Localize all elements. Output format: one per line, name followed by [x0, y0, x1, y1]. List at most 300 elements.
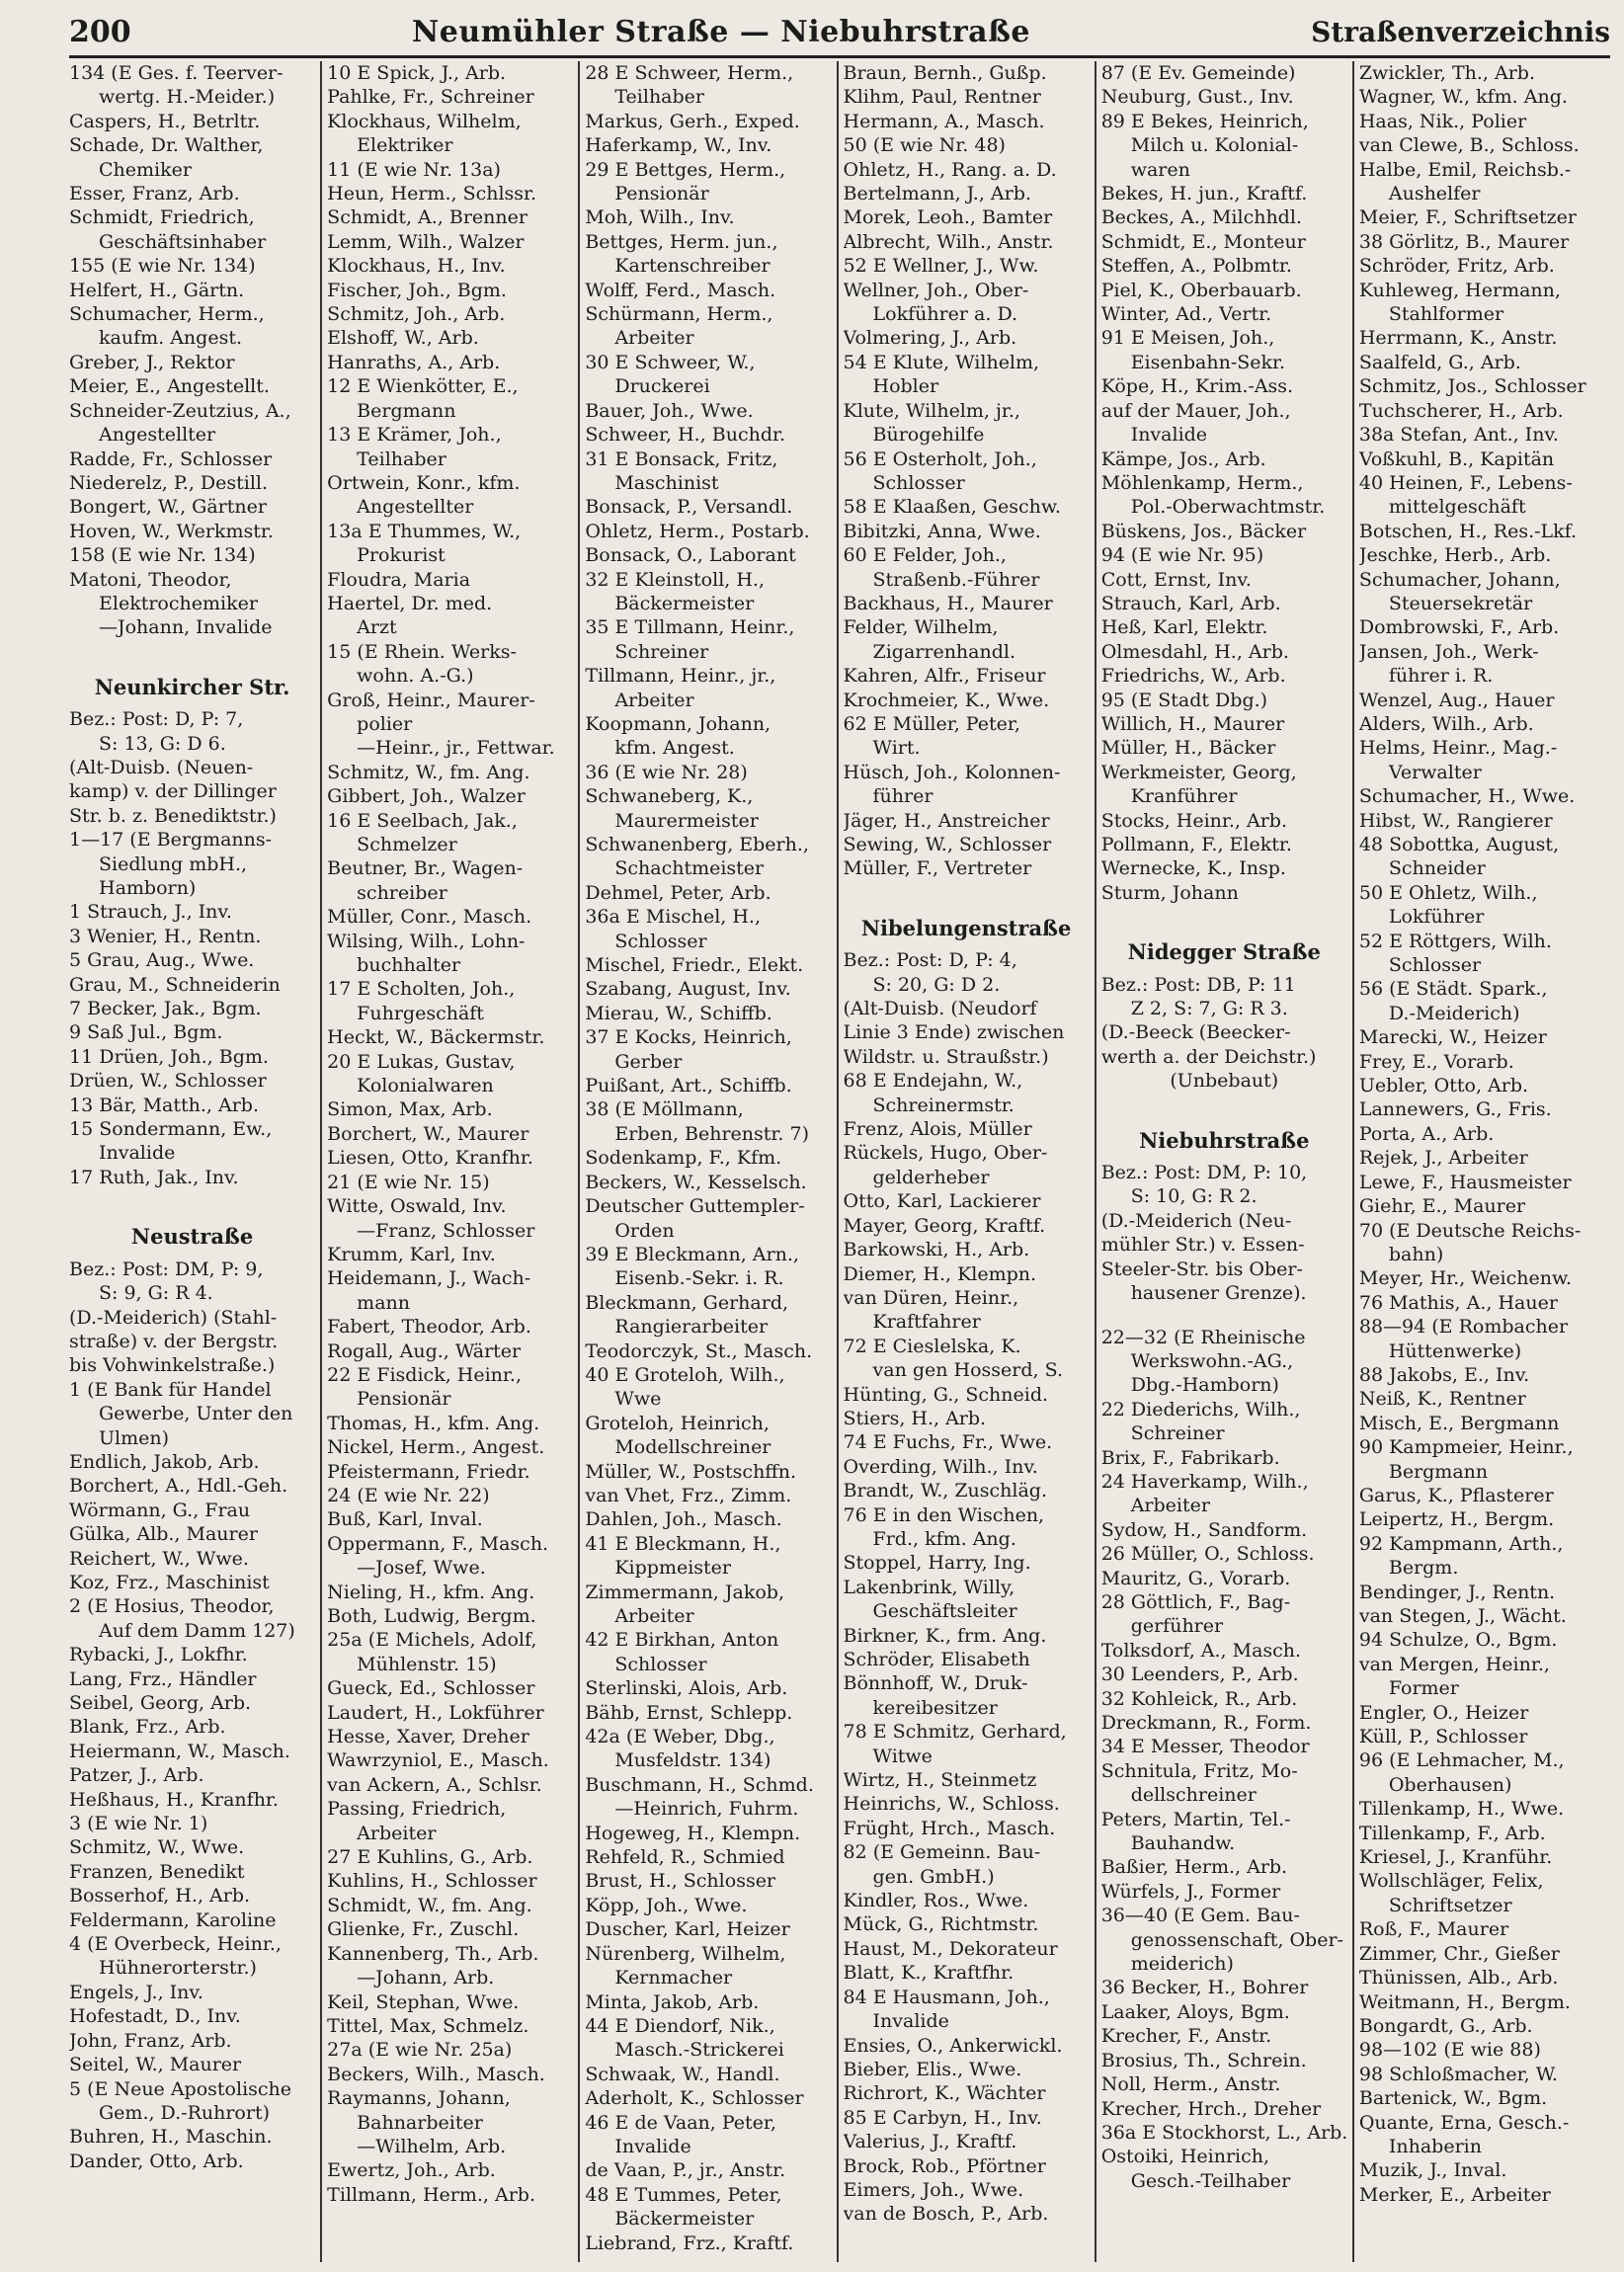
entry-line: Hogeweg, H., Klempn. [585, 1822, 801, 1844]
entry-line: 68 E Endejahn, W., [843, 1070, 1023, 1093]
entry-line: Richrort, K., Wächter [843, 2082, 1046, 2105]
entry-line: Olmesdahl, H., Arb. [1100, 640, 1289, 663]
entry-line: Haust, M., Dekorateur [843, 1937, 1058, 1960]
entry-line: Wörmann, G., Frau [69, 1499, 251, 1521]
entry-line: Bettges, Herm. jun., [585, 230, 778, 253]
entry-line: Simon, Max, Arb. [327, 1098, 493, 1121]
entry-line: Hüsch, Joh., Kolonnen- [843, 761, 1061, 783]
entry-line: Arbeiter [614, 689, 694, 711]
entry-line: Stoppel, Harry, Ing. [843, 1552, 1031, 1575]
street-heading: Niebuhrstraße [1139, 1128, 1310, 1153]
entry-line: 15 (E Rhein. Werks- [327, 640, 517, 663]
entry-line: Witte, Oswald, Inv. [327, 1195, 507, 1218]
entry-line: 37 E Kocks, Heinrich, [585, 1026, 792, 1049]
entry-line: 72 E Cieslelska, K. [843, 1335, 1021, 1357]
entry-line: Prokurist [357, 544, 446, 567]
entry-line: Bonsack, P., Versandl. [585, 496, 793, 519]
entry-line: Bauhandw. [1130, 1832, 1236, 1855]
entry-line: Brandt, W., Zuschläg. [843, 1480, 1048, 1502]
entry-line: 5 (E Neue Apostolische [69, 2077, 292, 2100]
entry-line: Mayer, Georg, Kraftf. [843, 1214, 1046, 1237]
entry-line: Arbeiter [357, 1822, 437, 1844]
entry-line: 13 Bär, Matth., Arb. [69, 1094, 259, 1116]
entry-line: Schlosser [1388, 954, 1482, 977]
entry-line: Ohletz, Herm., Postarb. [585, 520, 810, 542]
entry-line: Kartenschreiber [614, 255, 771, 278]
entry-line: Kranführer [1130, 785, 1238, 808]
entry-line: Brosius, Th., Schrein. [1100, 2049, 1307, 2071]
entry-line: Heinrichs, W., Schloss. [843, 1793, 1060, 1816]
entry-line: Steuersekretär [1388, 592, 1533, 614]
entry-line: Kindler, Ros., Wwe. [843, 1890, 1029, 1912]
entry-line: kamp) v. der Dillinger [69, 780, 277, 803]
entry-line: Sewing, W., Schlosser [843, 834, 1052, 855]
entry-line: Schmitz, W., Wwe. [69, 1836, 245, 1859]
entry-line: Musfeldstr. 134) [614, 1749, 771, 1772]
entry-line: Heidemann, J., Wach- [327, 1267, 531, 1290]
entry-line: Erben, Behrenstr. 7) [614, 1122, 809, 1145]
entry-line: 92 Kampmann, Arth., [1358, 1532, 1564, 1555]
entry-line: 27 E Kuhlins, G., Arb. [327, 1846, 533, 1869]
entry-line: (Unbebaut) [1170, 1070, 1279, 1093]
entry-line: 58 E Klaaßen, Geschw. [843, 496, 1061, 519]
entry-line: Zimmer, Chr., Gießer [1358, 1942, 1560, 1965]
entry-line: Wirtz, H., Steinmetz [843, 1769, 1037, 1792]
entry-line: Groteloh, Heinrich, [585, 1412, 770, 1434]
entry-line: Friedrichs, W., Arb. [1100, 665, 1286, 688]
entry-line: Pensionär [357, 1388, 451, 1411]
entry-line: 13 E Krämer, Joh., [327, 424, 502, 446]
entry-line: Schwaneberg, K., [585, 785, 754, 808]
entry-line: (Alt-Duisb. (Neudorf [843, 998, 1037, 1020]
entry-line: 52 E Röttgers, Wilh. [1358, 930, 1552, 952]
entry-line: —Franz, Schlosser [357, 1219, 535, 1242]
entry-line: Werkmeister, Georg, [1100, 761, 1297, 783]
entry-line: 88—94 (E Rombacher [1358, 1316, 1569, 1339]
entry-line: Schwaak, W., Handl. [585, 2063, 780, 2085]
entry-line: Lokführer a. D. [872, 303, 1018, 326]
entry-line: 96 (E Lehmacher, M., [1358, 1749, 1565, 1772]
entry-line: 40 Heinen, F., Lebens- [1358, 471, 1573, 494]
entry-line: Garus, K., Pflasterer [1358, 1484, 1554, 1506]
entry-line: Lakenbrink, Willy, [843, 1576, 1015, 1598]
entry-line: Volmering, J., Arb. [843, 327, 1017, 350]
column-6 [1352, 61, 1610, 2262]
entry-line: Angestellter [99, 424, 216, 446]
entry-line: Auf dem Damm 127) [99, 1619, 295, 1642]
entry-line: Nickel, Herm., Angest. [327, 1436, 545, 1459]
entry-line: Kolonialwaren [357, 1075, 494, 1097]
entry-line: Teilhaber [357, 447, 447, 470]
entry-line: Arbeiter [614, 1605, 694, 1627]
entry-line: 32 E Kleinstoll, H., [585, 568, 766, 591]
entry-line: de Vaan, P., jr., Anstr. [585, 2159, 786, 2182]
entry-line: Weitmann, H., Bergm. [1358, 1990, 1571, 2013]
entry-line: Wildstr. u. Straußstr.) [843, 1045, 1049, 1068]
entry-line: Tillmann, Heinr., jr., [585, 665, 776, 688]
entry-line: Merker, E., Arbeiter [1358, 2183, 1551, 2206]
entry-line: —Wilhelm, Arb. [357, 2135, 507, 2157]
entry-line: Uebler, Otto, Arb. [1358, 1075, 1529, 1097]
entry-line: Birkner, K., frm. Ang. [843, 1624, 1047, 1647]
entry-line: meiderich) [1130, 1953, 1234, 1976]
entry-line: Krumm, Karl, Inv. [327, 1243, 496, 1265]
entry-line: Tillenkamp, F., Arb. [1358, 1822, 1546, 1844]
entry-line: (D.-Beeck (Beecker- [1100, 1021, 1291, 1044]
entry-line: —Josef, Wwe. [357, 1557, 486, 1580]
entry-line: Otto, Karl, Lackierer [843, 1190, 1041, 1213]
entry-line: 82 (E Gemeinn. Bau- [843, 1841, 1041, 1864]
entry-line: 22—32 (E Rheinische [1100, 1326, 1306, 1348]
entry-line: Klute, Wilhelm, jr., [843, 399, 1020, 422]
entry-line: Zwickler, Th., Arb. [1358, 62, 1535, 84]
entry-line: Voßkuhl, B., Kapitän [1358, 447, 1555, 470]
entry-line: Maschinist [614, 471, 719, 494]
entry-line: Beckes, A., Milchhdl. [1100, 206, 1302, 229]
entry-line: Heiermann, W., Masch. [69, 1740, 290, 1762]
column-5 [1095, 61, 1352, 2262]
entry-line: Steeler-Str. bis Ober- [1100, 1258, 1303, 1280]
entry-line: Engels, J., Inv. [69, 1981, 203, 2003]
entry-line: Wellner, Joh., Ober- [843, 279, 1029, 301]
entry-line: Pfeistermann, Friedr. [327, 1460, 530, 1483]
entry-line: 91 E Meisen, Joh., [1100, 327, 1275, 350]
entry-line: Tittel, Max, Schmelz. [327, 2014, 529, 2037]
entry-line: 50 (E wie Nr. 48) [843, 134, 1006, 157]
entry-line: 36 (E wie Nr. 28) [585, 761, 748, 783]
entry-line: Sterlinski, Alois, Arb. [585, 1677, 788, 1700]
entry-line: Würfels, J., Former [1100, 1880, 1281, 1903]
entry-line: Kriesel, J., Kranführ. [1358, 1846, 1553, 1869]
entry-line: Markus, Gerh., Exped. [585, 110, 800, 132]
entry-line: —Johann, Invalide [99, 616, 273, 639]
entry-line: Blatt, K., Kraftfhr. [843, 1962, 1015, 1985]
entry-line: Neuburg, Gust., Inv. [1100, 86, 1294, 109]
entry-line: Schmidt, Friedrich, [69, 206, 255, 229]
entry-line: Aderholt, K., Schlosser [585, 2087, 804, 2110]
entry-line: auf der Mauer, Joh., [1100, 399, 1291, 422]
entry-line: dellschreiner [1130, 1784, 1257, 1807]
entry-line: Alders, Wilh., Arb. [1358, 712, 1534, 735]
entry-line: bahn) [1388, 1243, 1444, 1265]
entry-line: 15 Sondermann, Ew., [69, 1118, 273, 1141]
entry-line: van Clewe, B., Schloss. [1358, 134, 1580, 157]
entry-line: Gesch.-Teilhaber [1130, 2169, 1291, 2192]
entry-line: Beckers, Wilh., Masch. [327, 2063, 545, 2085]
entry-line: 27a (E wie Nr. 25a) [327, 2039, 513, 2062]
entry-line: Schneider-Zeutzius, A., [69, 399, 291, 422]
entry-line: wertg. H.-Meider.) [99, 86, 276, 109]
entry-line: 16 E Seelbach, Jak., [327, 809, 518, 832]
entry-line: wohn. A.-G.) [357, 665, 474, 688]
entry-line: Overding, Wilh., Inv. [843, 1455, 1038, 1478]
entry-line: 32 Kohleick, R., Arb. [1100, 1687, 1298, 1710]
entry-line: Koz, Frz., Maschinist [69, 1571, 270, 1593]
entry-line: Albrecht, Wilh., Anstr. [843, 230, 1054, 253]
entry-line: Dahlen, Joh., Masch. [585, 1508, 782, 1531]
entry-line: Stiers, H., Arb. [843, 1407, 987, 1429]
entry-line: Schweer, H., Buchdr. [585, 424, 786, 446]
entry-line: führer i. R. [1388, 665, 1494, 688]
entry-line: Aushelfer [1388, 183, 1481, 205]
entry-line: Raymanns, Johann, [327, 2087, 511, 2110]
entry-line: 36 Becker, H., Bohrer [1100, 1977, 1309, 1999]
entry-line: Lemm, Wilh., Walzer [327, 230, 525, 253]
entry-line: Reichert, W., Wwe. [69, 1547, 249, 1570]
entry-line: Feldermann, Karoline [69, 1908, 277, 1931]
entry-line: Verwalter [1388, 761, 1482, 783]
entry-line: Former [1388, 1677, 1459, 1700]
entry-line: Schröder, Elisabeth [843, 1649, 1030, 1670]
entry-line: Seitel, W., Maurer [69, 2054, 242, 2076]
entry-line: Bongardt, G., Arb. [1358, 2014, 1533, 2037]
entry-line: Helfert, H., Gärtn. [69, 279, 245, 301]
entry-line: Porta, A., Arb. [1358, 1122, 1495, 1145]
entry-line: Bleckmann, Gerhard, [585, 1291, 789, 1314]
entry-line: Dreckmann, R., Form. [1100, 1712, 1312, 1734]
entry-line: Gibbert, Joh., Walzer [327, 785, 526, 808]
entry-line: 2 (E Hosius, Theodor, [69, 1595, 275, 1618]
entry-line: Nürenberg, Wilhelm, [585, 1942, 786, 1965]
entry-line: Eisenbahn-Sekr. [1130, 351, 1286, 373]
entry-line: Strauch, Karl, Arb. [1100, 592, 1281, 614]
entry-line: 39 E Bleckmann, Arn., [585, 1243, 799, 1265]
entry-line: Sodenkamp, F., Kfm. [585, 1147, 782, 1170]
entry-line: Jansen, Joh., Werk- [1358, 640, 1539, 663]
entry-line: Stocks, Heinr., Arb. [1100, 809, 1288, 832]
entry-line: Both, Ludwig, Bergm. [327, 1605, 536, 1627]
entry-line: Cott, Ernst, Inv. [1100, 568, 1252, 591]
entry-line: 74 E Fuchs, Fr., Wwe. [843, 1431, 1053, 1454]
entry-line: Schriftsetzer [1388, 1894, 1512, 1916]
column-1 [69, 61, 320, 2262]
entry-line: Rejek, J., Arbeiter [1358, 1147, 1528, 1170]
entry-line: Buschmann, H., Schmd. [585, 1773, 814, 1796]
entry-line: Schumacher, Johann, [1358, 568, 1561, 591]
entry-line: kaufm. Angest. [99, 327, 242, 350]
entry-line: Kuhlins, H., Schlosser [327, 1870, 537, 1893]
entry-line: Haertel, Dr. med. [327, 592, 493, 614]
entry-line: 155 (E wie Nr. 134) [69, 255, 256, 278]
entry-line: Schlosser [614, 1653, 707, 1675]
entry-line: 60 E Felder, Joh., [843, 544, 1007, 567]
page-header [69, 8, 1610, 58]
entry-line: 134 (E Ges. f. Teerver- [69, 62, 284, 84]
street-heading: Nibelungenstraße [860, 916, 1072, 940]
entry-line: Dombrowski, F., Arb. [1358, 616, 1560, 639]
entry-line: 12 E Wienkötter, E., [327, 375, 519, 398]
entry-line: 56 E Osterholt, Joh., [843, 447, 1037, 470]
entry-line: Barkowski, H., Arb. [843, 1239, 1030, 1261]
entry-line: Sturm, Johann [1100, 881, 1239, 904]
entry-line: 3 (E wie Nr. 1) [69, 1813, 208, 1835]
entry-line: Hünting, G., Schneid. [843, 1383, 1049, 1406]
entry-line: 56 (E Städt. Spark., [1358, 978, 1548, 1001]
entry-line: Schmitz, W., fm. Ang. [327, 761, 530, 783]
entry-line: 17 Ruth, Jak., Inv. [69, 1166, 239, 1188]
entry-line: Liebrand, Frz., Kraftf. [585, 2231, 794, 2254]
entry-line: Bartenick, W., Bgm. [1358, 2087, 1548, 2110]
entry-line: Arzt [357, 616, 397, 639]
entry-line: Gewerbe, Unter den [99, 1403, 293, 1425]
entry-line: Jäger, H., Anstreicher [843, 809, 1050, 832]
entry-line: 88 Jakobs, E., Inv. [1358, 1363, 1530, 1386]
entry-line: 28 E Schweer, Herm., [585, 62, 794, 84]
entry-line: (D.-Meiderich) (Stahl- [69, 1306, 278, 1329]
entry-line: Invalide [614, 2135, 691, 2157]
entry-line: Bauer, Joh., Wwe. [585, 399, 754, 422]
entry-line: Rückels, Hugo, Ober- [843, 1142, 1048, 1165]
entry-line: Braun, Bernh., Gußp. [843, 62, 1047, 84]
entry-line: Bekes, H. jun., Kraftf. [1100, 183, 1308, 205]
entry-line: Jeschke, Herb., Arb. [1358, 544, 1552, 567]
entry-line: Küll, P., Schlosser [1358, 1726, 1528, 1748]
entry-line: Schnitula, Fritz, Mo- [1100, 1759, 1298, 1782]
entry-line: Teilhaber [614, 86, 704, 109]
entry-line: —Heinrich, Fuhrm. [614, 1798, 799, 1821]
entry-line: Beckers, W., Kesselsch. [585, 1171, 807, 1193]
entry-line: Seibel, Georg, Arb. [69, 1692, 252, 1714]
entry-line: 44 E Diendorf, Nik., [585, 2014, 775, 2037]
entry-line: (D.-Meiderich (Neu- [1100, 1209, 1292, 1232]
entry-line: Str. b. z. Benediktstr.) [69, 804, 277, 827]
entry-line: S: 9, G: R 4. [99, 1282, 213, 1305]
entry-line: Haas, Nik., Polier [1358, 110, 1527, 132]
entry-line: Zigarrenhandl. [872, 640, 1016, 663]
entry-line: Geschäftsinhaber [99, 230, 267, 253]
entry-line: Meyer, Hr., Weichenw. [1358, 1267, 1573, 1290]
entry-line: John, Franz, Arb. [69, 2029, 232, 2052]
columns [69, 61, 1610, 2262]
entry-line: Winter, Ad., Vertr. [1100, 303, 1272, 326]
entry-line: Müller, W., Postschffn. [585, 1460, 797, 1483]
entry-line: Duscher, Karl, Heizer [585, 1918, 790, 1941]
entry-line: Lang, Frz., Händler [69, 1667, 257, 1690]
entry-line: Tillmann, Herm., Arb. [327, 2183, 536, 2206]
entry-line: Heckt, W., Bäckermstr. [327, 1026, 545, 1049]
entry-line: Bürogehilfe [872, 424, 985, 446]
entry-line: 95 (E Stadt Dbg.) [1100, 689, 1268, 711]
entry-line: Schreinermstr. [872, 1094, 1015, 1116]
entry-line: Chemiker [99, 158, 192, 181]
entry-line: van de Bosch, P., Arb. [843, 2203, 1049, 2226]
entry-line: Leipertz, H., Bergm. [1358, 1508, 1555, 1531]
entry-line: Müller, H., Bäcker [1100, 737, 1276, 760]
entry-line: Bibitzki, Anna, Wwe. [843, 520, 1041, 542]
entry-line: Frenz, Alois, Müller [843, 1118, 1032, 1141]
entry-line: Masch.-Strickerei [614, 2039, 784, 2062]
entry-line: 50 E Ohletz, Wilh., [1358, 881, 1538, 904]
entry-line: Bendinger, J., Rentn. [1358, 1581, 1556, 1603]
entry-line: Siedlung mbH., [99, 852, 248, 875]
entry-line: Rogall, Aug., Wärter [327, 1339, 522, 1362]
entry-line: Ulmen) [99, 1426, 169, 1449]
entry-line: Wwe [614, 1388, 662, 1411]
entry-line: Drüen, W., Schlosser [69, 1070, 267, 1093]
entry-line: Ohletz, H., Rang. a. D. [843, 158, 1057, 181]
entry-line: Invalide [1130, 424, 1208, 446]
entry-line: Matoni, Theodor, [69, 568, 232, 591]
entry-line: Helms, Heinr., Mag.- [1358, 737, 1558, 760]
entry-line: 1 Strauch, J., Inv. [69, 901, 232, 924]
entry-line: S: 10, G: R 2. [1130, 1185, 1258, 1208]
entry-line: bis Vohwinkelstraße.) [69, 1354, 276, 1377]
entry-line: straße) v. der Bergstr. [69, 1330, 279, 1352]
section-title: Straßenverzeichnis [1311, 15, 1610, 48]
entry-line: 98 Schloßmacher, W. [1358, 2063, 1558, 2085]
entry-line: Morek, Leoh., Bamter [843, 206, 1053, 229]
entry-line: Invalide [872, 2010, 949, 2033]
entry-line: Glienke, Fr., Zuschl. [327, 1918, 520, 1941]
entry-line: 28 Göttlich, F., Bag- [1100, 1590, 1291, 1613]
entry-line: 17 E Scholten, Joh., [327, 978, 516, 1001]
entry-line: Hüttenwerke) [1388, 1339, 1522, 1362]
entry-line: Brust, H., Schlosser [585, 1870, 776, 1893]
entry-line: Borchert, A., Hdl.-Geh. [69, 1475, 288, 1498]
entry-line: Ewertz, Joh., Arb. [327, 2159, 496, 2182]
entry-line: Minta, Jakob, Arb. [585, 1990, 760, 2013]
entry-line: 62 E Müller, Peter, [843, 712, 1020, 735]
entry-line: schreiber [357, 881, 447, 904]
entry-line: Botschen, H., Res.-Lkf. [1358, 520, 1578, 542]
entry-line: Halbe, Emil, Reichsb.- [1358, 158, 1572, 181]
entry-line: Floudra, Maria [327, 568, 471, 591]
entry-line: 38a Stefan, Ant., Inv. [1358, 424, 1559, 446]
entry-line: Radde, Fr., Schlosser [69, 447, 273, 470]
entry-line: Heßhaus, H., Kranfhr. [69, 1788, 279, 1811]
entry-line: 84 E Hausmann, Joh., [843, 1986, 1050, 2008]
entry-line: Greber, J., Rektor [69, 351, 235, 373]
entry-line: Zimmermann, Jakob, [585, 1581, 784, 1603]
entry-line: 98—102 (E wie 88) [1358, 2039, 1541, 2062]
entry-line: Bongert, W., Gärtner [69, 496, 267, 519]
entry-line: Köpp, Joh., Wwe. [585, 1894, 748, 1916]
entry-line: Bergm. [1388, 1557, 1459, 1580]
entry-line: 29 E Bettges, Herm., [585, 158, 786, 181]
entry-line: 70 (E Deutsche Reichs- [1358, 1219, 1582, 1242]
entry-line: Saalfeld, G., Arb. [1358, 351, 1521, 373]
entry-line: mann [357, 1291, 410, 1314]
street-heading: Neunkircher Str. [94, 675, 290, 699]
street-heading: Neustraße [130, 1225, 254, 1250]
entry-line: 22 Diederichs, Wilh., [1100, 1398, 1301, 1420]
entry-line: Koopmann, Johann, [585, 712, 771, 735]
entry-line: Schwanenberg, Eberh., [585, 834, 809, 855]
entry-line: Bez.: Post: D, P: 4, [843, 949, 1017, 972]
entry-line: Haferkamp, W., Inv. [585, 134, 772, 157]
entry-line: 76 E in den Wischen, [843, 1503, 1045, 1526]
entry-line: 11 Drüen, Joh., Bgm. [69, 1045, 269, 1068]
entry-line: Klockhaus, H., Inv. [327, 255, 506, 278]
entry-line: Kernmacher [614, 1967, 733, 1989]
entry-line: 78 E Schmitz, Gerhard, [843, 1721, 1067, 1744]
entry-line: Pollmann, F., Elektr. [1100, 834, 1292, 855]
entry-line: Wolff, Ferd., Masch. [585, 279, 776, 301]
entry-line: van Vhet, Frz., Zimm. [585, 1484, 792, 1506]
entry-line: Piel, K., Oberbauarb. [1100, 279, 1302, 301]
entry-line: Baßier, Herm., Arb. [1100, 1856, 1288, 1879]
entry-line: 85 E Carbyn, H., Inv. [843, 2106, 1042, 2129]
entry-line: van gen Hosserd, S. [872, 1359, 1063, 1382]
entry-line: genossenschaft, Ober- [1130, 1928, 1343, 1951]
entry-line: Köpe, H., Krim.-Ass. [1100, 375, 1294, 398]
entry-line: Laudert, H., Lokführer [327, 1701, 544, 1724]
entry-line: van Mergen, Heinr., [1358, 1653, 1550, 1675]
entry-line: Elektriker [357, 134, 453, 157]
street-heading: Nidegger Straße [1127, 940, 1321, 965]
entry-line: Muzik, J., Inval. [1358, 2159, 1507, 2182]
entry-line: Gülka, Alb., Maurer [69, 1523, 258, 1546]
